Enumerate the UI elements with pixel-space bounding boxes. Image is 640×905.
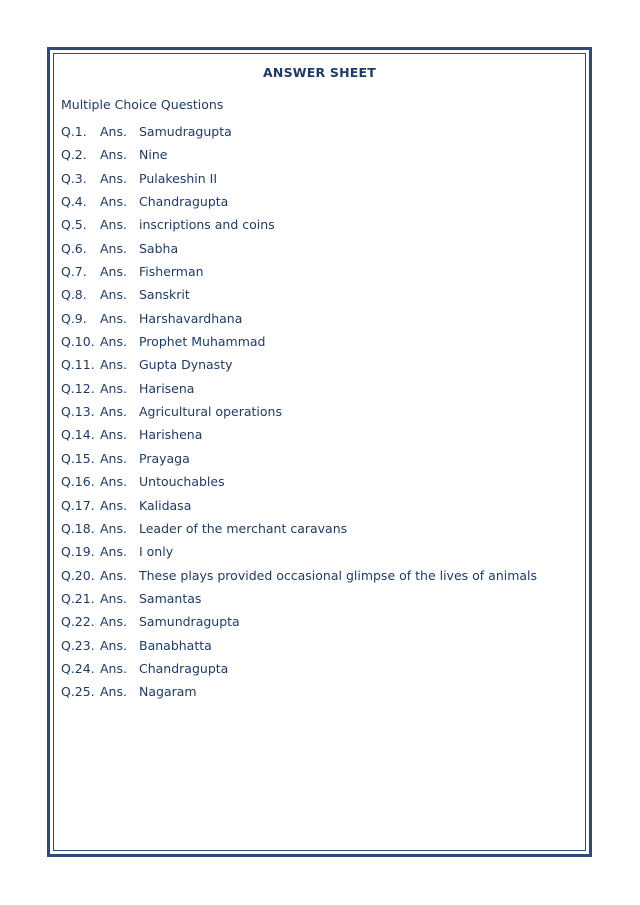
- answer-label: Ans.: [100, 380, 127, 396]
- answer-label: Ans.: [100, 614, 127, 630]
- list-item: [61, 657, 537, 680]
- answer-label: Ans.: [100, 404, 127, 420]
- answer-text: Prophet Muhammad: [139, 334, 266, 350]
- list-item: [61, 680, 537, 703]
- question-number: Q.2.: [61, 147, 87, 163]
- question-number: Q.8.: [61, 287, 87, 303]
- question-number: Q.10.: [61, 334, 95, 350]
- answer-label: Ans.: [100, 147, 127, 163]
- list-item: [61, 400, 537, 423]
- list-item: [61, 260, 537, 283]
- list-item: [61, 587, 537, 610]
- question-number: Q.19.: [61, 544, 95, 560]
- list-item: [61, 307, 537, 330]
- question-number: Q.18.: [61, 520, 95, 536]
- answer-label: Ans.: [100, 427, 127, 443]
- answer-label: Ans.: [100, 124, 127, 139]
- list-item: [61, 377, 537, 400]
- answer-text: Banabhatta: [139, 637, 212, 653]
- page-title: ANSWER SHEET: [263, 65, 376, 80]
- answer-label: Ans.: [100, 684, 127, 700]
- list-item: [61, 447, 537, 470]
- list-item: [61, 120, 537, 143]
- answer-text: Pulakeshin II: [139, 170, 218, 186]
- list-item: [61, 167, 537, 190]
- question-number: Q.23.: [61, 637, 95, 653]
- question-number: Q.14.: [61, 427, 95, 443]
- list-item: [61, 330, 537, 353]
- question-number: Q.24.: [61, 660, 95, 676]
- answer-label: Ans.: [100, 544, 127, 560]
- answer-label: Ans.: [100, 450, 127, 466]
- answer-label: Ans.: [100, 170, 127, 186]
- answer-text: Fisherman: [139, 264, 204, 280]
- answer-text: Harshavardhana: [139, 310, 243, 326]
- answer-text: Harisena: [139, 380, 195, 396]
- list-item: [61, 610, 537, 633]
- list-item: [61, 540, 537, 563]
- list-item: [61, 564, 537, 587]
- question-number: Q.13.: [61, 404, 95, 420]
- list-item: [61, 353, 537, 376]
- answer-text: Samudragupta: [139, 124, 232, 139]
- answer-text: Chandragupta: [139, 194, 229, 210]
- question-number: Q.25.: [61, 684, 95, 700]
- answer-label: Ans.: [100, 334, 127, 350]
- question-number: Q.4.: [61, 194, 87, 210]
- answer-label: Ans.: [100, 497, 127, 513]
- question-number: Q.20.: [61, 567, 95, 583]
- question-number: Q.6.: [61, 240, 87, 256]
- section-heading: Multiple Choice Questions: [61, 97, 224, 112]
- answer-label: Ans.: [100, 567, 127, 583]
- answer-label: Ans.: [100, 637, 127, 653]
- answer-label: Ans.: [100, 264, 127, 280]
- answer-label: Ans.: [100, 240, 127, 256]
- answer-label: Ans.: [100, 520, 127, 536]
- answer-label: Ans.: [100, 660, 127, 676]
- question-number: Q.21.: [61, 590, 95, 606]
- question-number: Q.1.: [61, 124, 87, 139]
- question-number: Q.7.: [61, 264, 87, 280]
- question-number: Q.11.: [61, 357, 95, 373]
- answer-text: Agricultural operations: [139, 404, 282, 420]
- answer-label: Ans.: [100, 217, 127, 233]
- list-item: [61, 517, 537, 540]
- list-item: [61, 470, 537, 493]
- answer-text: Nagaram: [139, 684, 197, 700]
- answer-list: [61, 120, 537, 704]
- page-border-inner: [53, 53, 586, 851]
- answer-text: Kalidasa: [139, 497, 192, 513]
- question-number: Q.17.: [61, 497, 95, 513]
- answer-text: These plays provided occasional glimpse of the lives of animals: [139, 567, 538, 583]
- answer-text: Sabha: [139, 240, 179, 256]
- answer-text: Samantas: [139, 590, 202, 606]
- answer-text: inscriptions and coins: [139, 217, 275, 233]
- question-number: Q.12.: [61, 380, 95, 396]
- answer-label: Ans.: [100, 194, 127, 210]
- answer-label: Ans.: [100, 590, 127, 606]
- answer-label: Ans.: [100, 474, 127, 490]
- answer-text: Untouchables: [139, 474, 225, 490]
- question-number: Q.16.: [61, 474, 95, 490]
- answer-label: Ans.: [100, 310, 127, 326]
- answer-text: I only: [139, 544, 174, 560]
- page-border: [47, 47, 592, 857]
- answer-text: Nine: [139, 147, 168, 163]
- question-number: Q.22.: [61, 614, 95, 630]
- list-item: [61, 190, 537, 213]
- list-item: [61, 237, 537, 260]
- list-item: [61, 423, 537, 446]
- answer-text: Prayaga: [139, 450, 190, 466]
- answer-text: Sanskrit: [139, 287, 190, 303]
- list-item: [61, 283, 537, 306]
- answer-label: Ans.: [100, 287, 127, 303]
- answer-text: Samundragupta: [139, 614, 240, 630]
- question-number: Q.9.: [61, 310, 87, 326]
- answer-text: Gupta Dynasty: [139, 357, 233, 373]
- list-item: [61, 143, 537, 166]
- question-number: Q.15.: [61, 450, 95, 466]
- question-number: Q.3.: [61, 170, 87, 186]
- list-item: [61, 634, 537, 657]
- answer-label: Ans.: [100, 357, 127, 373]
- list-item: [61, 494, 537, 517]
- answer-text: Chandragupta: [139, 660, 229, 676]
- answer-text: Harishena: [139, 427, 203, 443]
- answer-text: Leader of the merchant caravans: [139, 520, 348, 536]
- question-number: Q.5.: [61, 217, 87, 233]
- list-item: [61, 213, 537, 236]
